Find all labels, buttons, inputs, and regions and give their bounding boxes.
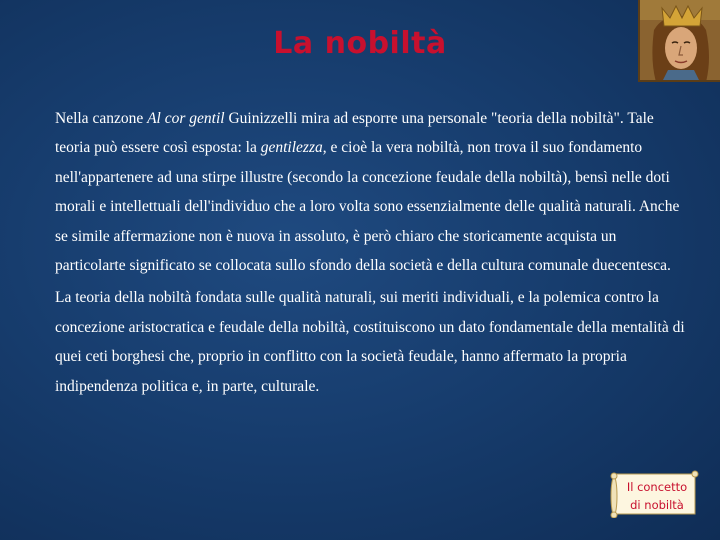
slide-title: La nobiltà <box>273 26 447 61</box>
slide-body <box>55 104 690 401</box>
portrait-image <box>638 0 720 82</box>
nav-label-line-1: Il concetto <box>626 480 688 494</box>
nav-label-line-2: di nobiltà <box>630 498 684 512</box>
paragraph-1-text-a: Nella canzone <box>55 110 148 127</box>
paragraph-1-text-c: , e cioè la vera nobiltà, non trova il suo fondamento nell'appartenere ad una stirpe illustre (secondo la concezione feudale della nobiltà), bensì nelle doti morali e intellettuali dell'individuo che a loro volta sono essenzialmente delle qualità naturali. Anche se simile affermazione non è nuova in assoluto, è però chiaro che storicamente acquista un particolarte significato se collocata sullo sfondo della società e della cultura comunale duecentesca. <box>55 139 680 275</box>
gentilezza-term: gentilezza <box>260 139 323 157</box>
body-paragraph-1 <box>55 104 690 280</box>
body-paragraph-2: La teoria della nobiltà fondata sulle qualità naturali, sui meriti individuali, e la polemica contro la concezione aristocratica e feudale della nobiltà, costituiscono un dato fondamentale della mentalità di quei ceti borghesi che, proprio in conflitto con la società feudale, hanno affermato la propria indipendenza politica e, in parte, culturale. <box>55 289 685 395</box>
portrait-illustration <box>640 0 720 82</box>
nav-scroll-button[interactable] <box>609 470 699 518</box>
nav-scroll-label <box>617 478 697 514</box>
paragraph-1-text-b: Guinizzelli mira ad esporre una personale "teoria della nobiltà". Tale teoria può essere così esposta: la <box>55 110 654 157</box>
canzone-title: Al cor gentil <box>147 110 225 127</box>
